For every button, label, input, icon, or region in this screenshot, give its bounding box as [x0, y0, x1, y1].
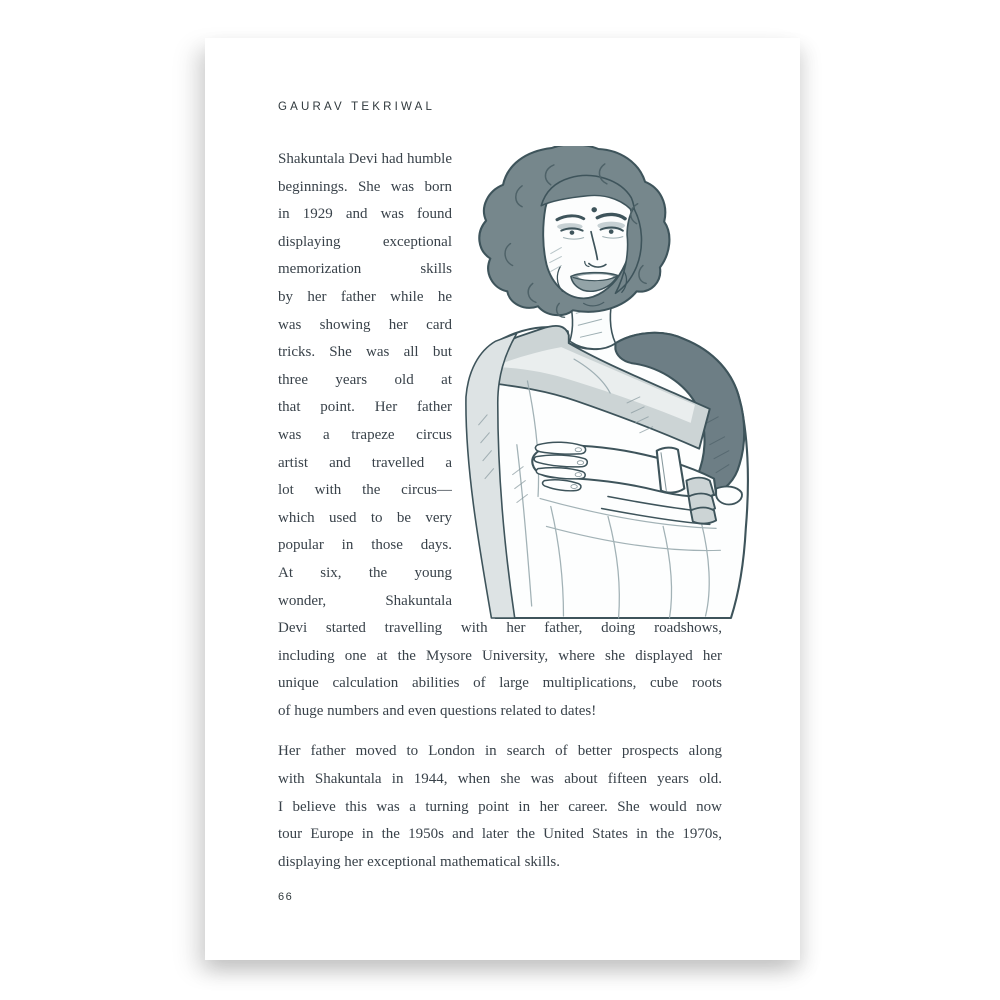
text-line: unique calculation abilities of large multiplications, cube roots: [278, 675, 722, 692]
text-line: was a trapeze circus: [278, 426, 452, 443]
portrait-illustration-svg: [449, 146, 767, 620]
text-line: of huge numbers and even questions related to dates!: [278, 702, 597, 719]
text-line: memorization skills: [278, 261, 452, 278]
text-line: Shakuntala Devi had humble: [278, 151, 452, 167]
bindi: [591, 207, 597, 212]
text-line: beginnings. She was born: [278, 178, 452, 195]
text-line: lot with the circus—: [278, 482, 452, 499]
text-line: tricks. She was all but: [278, 344, 452, 361]
text-line: tour Europe in the 1950s and later the United States in the 1970s,: [278, 826, 722, 843]
text-line: At six, the young: [278, 564, 452, 581]
text-line: artist and travelled a: [278, 454, 452, 471]
book-page: [205, 38, 800, 960]
text-line: I believe this was a turning point in her career. She would now: [278, 798, 722, 815]
page-number: 66: [278, 891, 294, 903]
thumb: [716, 486, 742, 504]
text-line: displaying exceptional: [278, 233, 452, 250]
text-line: by her father while he: [278, 288, 452, 305]
text-line: including one at the Mysore University, where she displayed her: [278, 647, 722, 664]
text-line: displaying her exceptional mathematical skills.: [278, 853, 561, 870]
text-line: was showing her card: [278, 316, 452, 333]
text-line: with Shakuntala in 1944, when she was about fifteen years old.: [278, 771, 722, 788]
text-line: wonder, Shakuntala: [278, 592, 452, 609]
article-body: [278, 146, 722, 876]
text-line: in 1929 and was found: [278, 206, 452, 223]
text-line: Devi started travelling with her father, doing roadshows,: [278, 620, 722, 637]
text-line: that point. Her father: [278, 399, 452, 416]
shakuntala-devi-illustration: [452, 146, 722, 611]
paragraph-2: [278, 738, 722, 876]
text-line: Her father moved to London in search of better prospects along: [278, 743, 722, 760]
running-header: GAURAV TEKRIWAL: [278, 101, 436, 113]
text-line: which used to be very: [278, 509, 452, 526]
text-line: three years old at: [278, 371, 452, 388]
text-line: popular in those days.: [278, 537, 452, 554]
